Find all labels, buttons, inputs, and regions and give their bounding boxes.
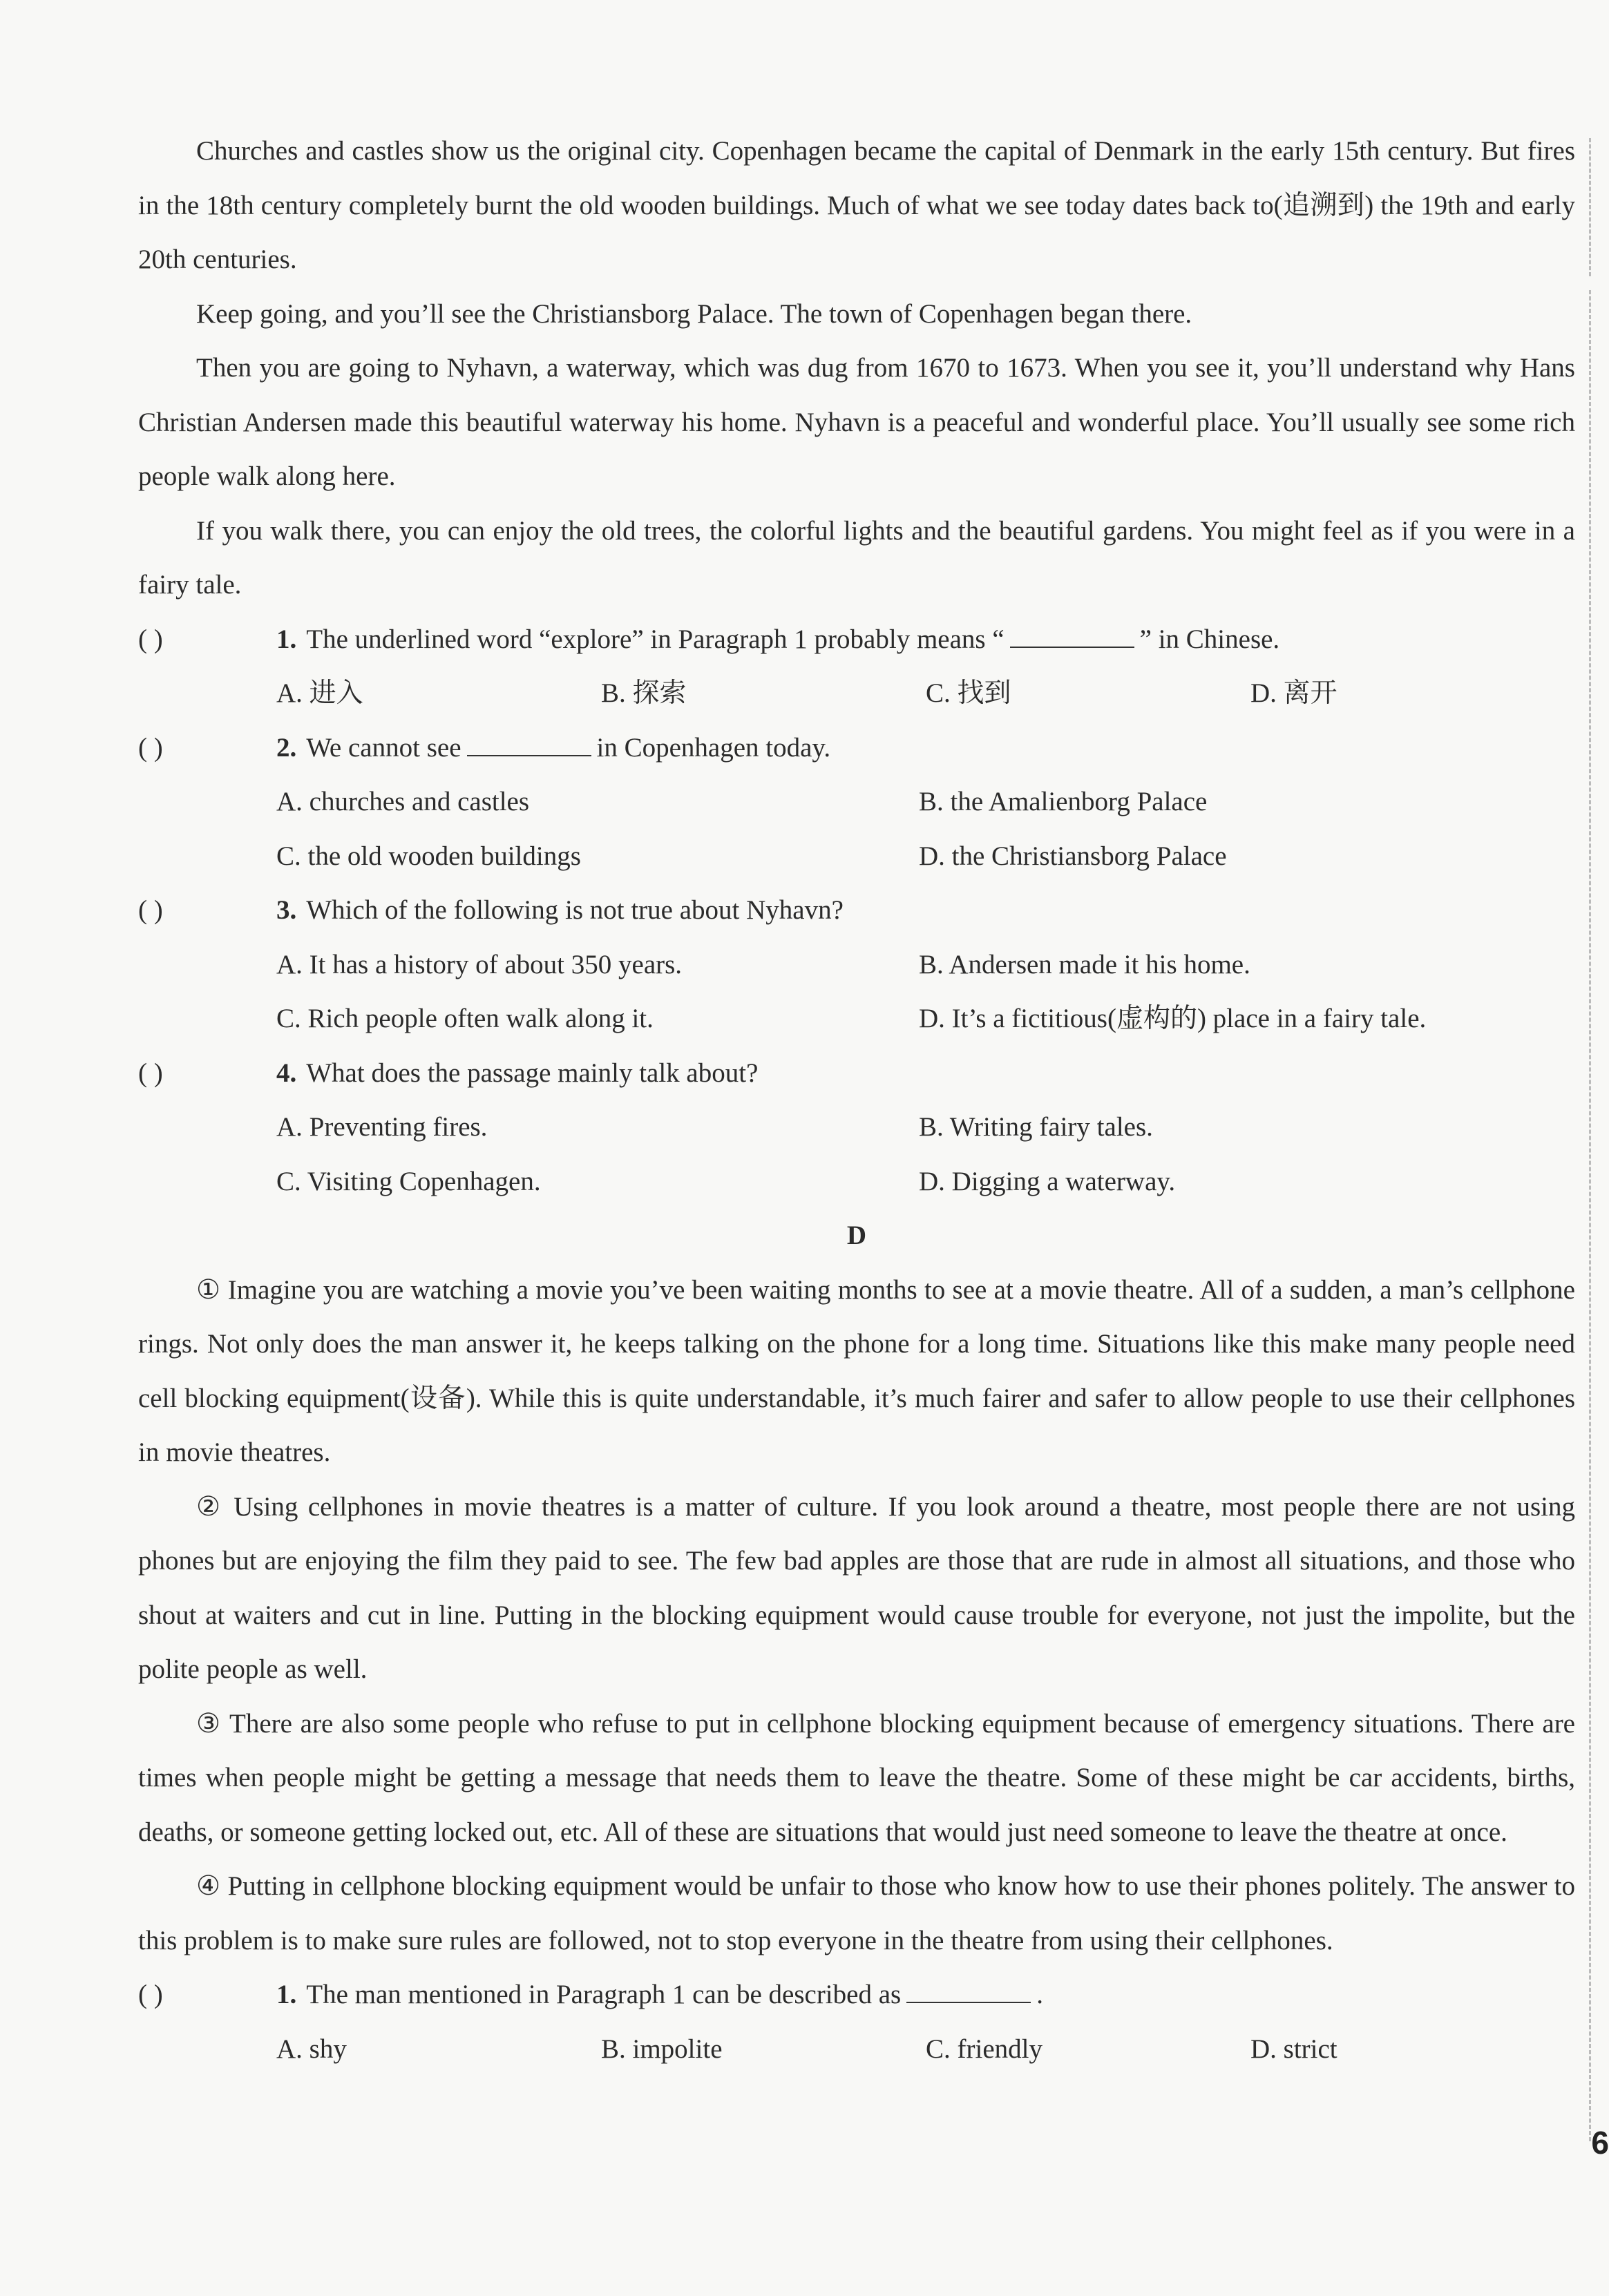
options-row [138,667,1575,721]
answer-blank[interactable] [1010,626,1134,648]
page-number: 6 [1591,2125,1609,2161]
passage-d [138,1209,1575,2076]
option-b[interactable]: B. impolite [601,2034,723,2064]
option-d[interactable]: D. strict [1250,2034,1337,2064]
options-grid [138,775,1575,883]
passage-d-paragraph-4: ④ Putting in cellphone blocking equipment would be unfair to those who know how to use their phones politely. The answer to this problem is to make sure rules are followed, not to stop everyone in the theatre from using their cellphones. [138,1871,1575,1955]
question-number: 1. [276,1980,297,2009]
question-stem-end: ” in Chinese. [1139,624,1280,654]
answer-bracket[interactable]: ( ) [138,1980,163,2009]
question-number: 2. [276,732,297,763]
passage-c-question-2 [138,721,1575,884]
answer-bracket[interactable]: ( ) [138,732,163,763]
options-grid [138,1100,1575,1209]
question-stem: The man mentioned in Paragraph 1 can be described as [306,1980,902,2009]
question-stem: What does the passage mainly talk about? [306,1058,759,1088]
worksheet-page [138,124,1575,2076]
option-c[interactable]: C. Rich people often walk along it. [276,1004,654,1033]
question-stem: We cannot see [306,732,461,763]
passage-c-question-1 [138,613,1575,721]
option-b[interactable]: B. 探索 [601,678,687,708]
option-b[interactable]: B. the Amalienborg Palace [919,787,1208,816]
option-b[interactable]: B. Andersen made it his home. [919,949,1250,979]
option-a[interactable]: A. It has a history of about 350 years. [276,949,683,979]
option-c[interactable]: C. friendly [926,2034,1042,2064]
question-number: 3. [276,895,297,925]
section-title: D [846,1221,867,1250]
answer-bracket[interactable]: ( ) [138,895,163,925]
passage-c-paragraph-1: Churches and castles show us the original city. Copenhagen became the capital of Denmark in the early 15th century. But fires in the 18th century completely burnt the old wooden buildings. Much of what we see today dates back to(追溯到) the 19th and early 20th centuries. [138,136,1575,274]
question-number: 1. [276,624,297,654]
passage-c-paragraph-4: If you walk there, you can enjoy the old trees, the colorful lights and the beautiful gardens. You might feel as if you were in a fairy tale. [138,515,1575,600]
options-row [138,2022,1575,2077]
answer-bracket[interactable]: ( ) [138,624,163,654]
right-margin-dashes-top [1589,138,1591,276]
option-d[interactable]: D. the Christiansborg Palace [919,841,1227,871]
option-a[interactable]: A. churches and castles [276,787,530,816]
passage-c [138,124,1575,1209]
passage-c-paragraph-3: Then you are going to Nyhavn, a waterway, which was dug from 1670 to 1673. When you see it, you’ll understand why Hans Christian Andersen made this beautiful waterway his home. Nyhavn is a peaceful and wonderful place. You’ll usually see some rich people walk along here. [138,353,1575,491]
option-a[interactable]: A. Preventing fires. [276,1112,488,1142]
passage-d-paragraph-2: ② Using cellphones in movie theatres is a matter of culture. If you look around a theatre, most people there are not using phones but are enjoying the film they paid to see. The few bad apples are those that are rude in almost all situations, and those who shout at waiters and cut in line. Putting in the blocking equipment would cause trouble for everyone, not just the impolite, but the polite people as well. [138,1491,1575,1684]
options-grid [138,938,1575,1046]
question-stem-end: . [1036,1980,1043,2009]
option-b[interactable]: B. Writing fairy tales. [919,1112,1153,1142]
question-stem: Which of the following is not true about Nyhavn? [306,895,844,925]
option-c[interactable]: C. 找到 [926,678,1011,708]
option-d[interactable]: D. Digging a waterway. [919,1166,1176,1196]
question-number: 4. [276,1058,297,1088]
option-c[interactable]: C. the old wooden buildings [276,841,581,871]
right-margin-dashes-middle [1589,290,1591,2141]
passage-c-question-3 [138,883,1575,1046]
option-d[interactable]: D. It’s a fictitious(虚构的) place in a fairy tale. [919,1004,1427,1033]
option-d[interactable]: D. 离开 [1250,678,1337,708]
option-a[interactable]: A. shy [276,2034,347,2064]
option-c[interactable]: C. Visiting Copenhagen. [276,1166,541,1196]
passage-d-paragraph-1: ① Imagine you are watching a movie you’ve been waiting months to see at a movie theatre. All of a sudden, a man’s cellphone rings. Not only does the man answer it, he keeps talking on the phone for a long time. Situations like this make many people need cell blocking equipment(设备). While this is quite understandable, it’s much fairer and safer to allow people to use their cellphones in movie theatres. [138,1274,1575,1467]
passage-d-paragraph-3: ③ There are also some people who refuse to put in cellphone blocking equipment because of emergency situations. There are times when people might be getting a message that needs them to leave the theatre. Some of these might be car accidents, births, deaths, or someone getting locked out, etc. All of these are situations that would just need someone to leave the theatre at once. [138,1708,1575,1847]
question-stem: The underlined word “explore” in Paragraph 1 probably means “ [306,624,1005,654]
answer-blank[interactable] [467,734,591,756]
answer-bracket[interactable]: ( ) [138,1058,163,1088]
option-a[interactable]: A. 进入 [276,678,363,708]
passage-c-paragraph-2: Keep going, and you’ll see the Christiansborg Palace. The town of Copenhagen began there. [196,298,1192,329]
passage-d-question-1 [138,1968,1575,2076]
question-stem-end: in Copenhagen today. [596,732,831,763]
passage-c-question-4 [138,1046,1575,1209]
answer-blank[interactable] [906,1981,1031,2003]
